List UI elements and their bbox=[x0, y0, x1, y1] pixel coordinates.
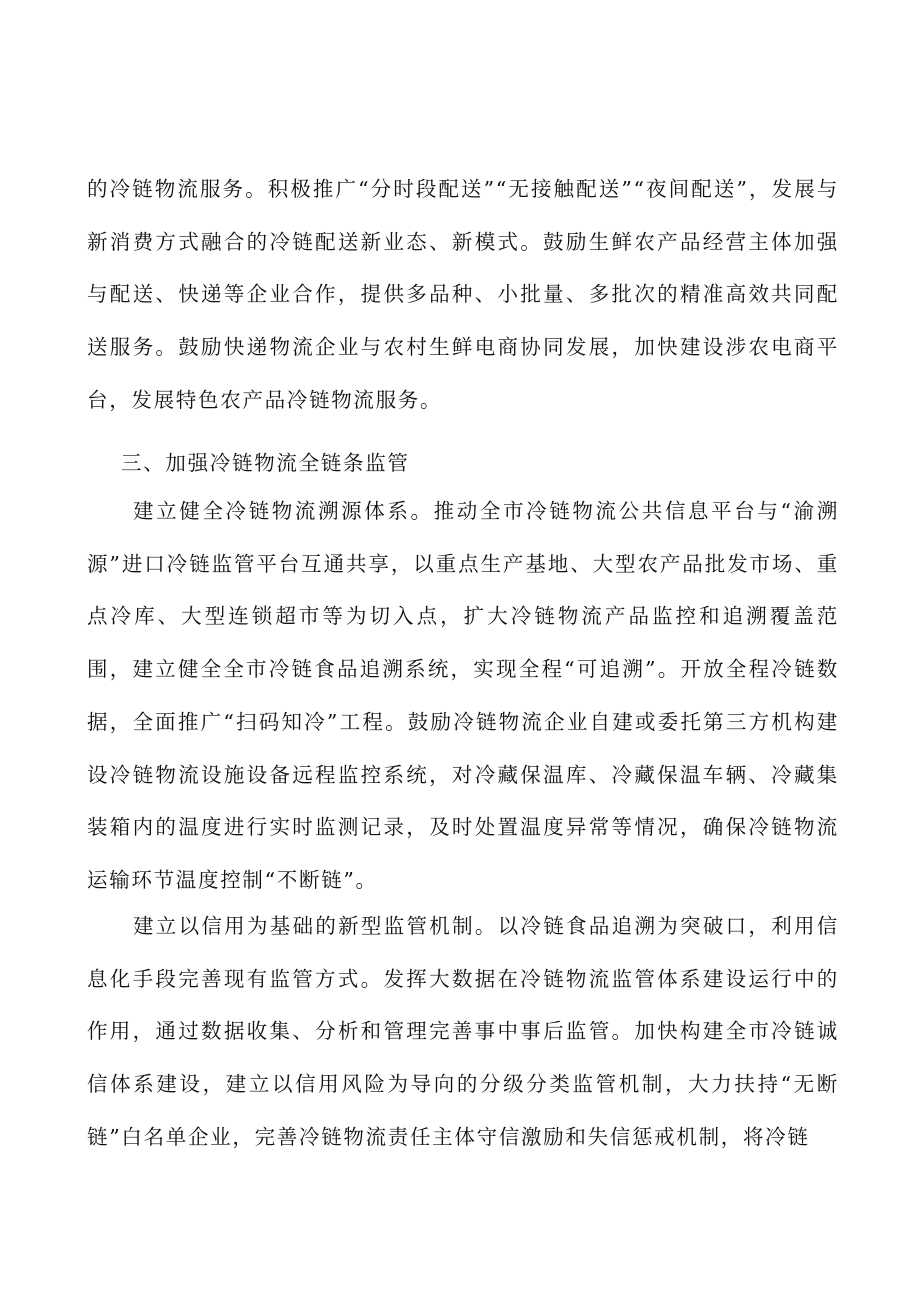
paragraph-traceability-system: 建立健全冷链物流溯源体系。推动全市冷链物流公共信息平台与“渝溯源”进口冷链监管平台互通共享，以重点生产基地、大型农产品批发市场、重点冷库、大型连锁超市等为切入点，扩大冷链物流产品监控和追溯覆盖范围，建立健全全市冷链食品追溯系统，实现全程“可追溯”。开放全程冷链数据，全面推广“扫码知冷”工程。鼓励冷链物流企业自建或委托第三方机构建设冷链物流设施设备远程监控系统，对冷藏保温库、冷藏保温车辆、冷藏集装箱内的温度进行实时监测记录，及时处置温度异常等情况，确保冷链物流运输环节温度控制“不断链”。 bbox=[87, 499, 839, 892]
paragraph-cold-chain-delivery: 的冷链物流服务。积极推广“分时段配送”“无接触配送”“夜间配送”，发展与新消费方式融合的冷链配送新业态、新模式。鼓励生鲜农产品经营主体加强与配送、快递等企业合作，提供多品种、小批量、多批次的精准高效共同配送服务。鼓励快递物流企业与农村生鲜电商协同发展，加快建设涉农电商平台，发展特色农产品冷链物流服务。 bbox=[87, 177, 839, 412]
section-heading-supervision: 三、加强冷链物流全链条监管 bbox=[121, 451, 410, 475]
paragraph-credit-supervision: 建立以信用为基础的新型监管机制。以冷链食品追溯为突破口，利用信息化手段完善现有监管方式。发挥大数据在冷链物流监管体系建设运行中的作用，通过数据收集、分析和管理完善事中事后监管。加快构建全市冷链诚信体系建设，建立以信用风险为导向的分级分类监管机制，大力扶持“无断链”白名单企业，完善冷链物流责任主体守信激励和失信惩戒机制，将冷链 bbox=[87, 914, 839, 1149]
